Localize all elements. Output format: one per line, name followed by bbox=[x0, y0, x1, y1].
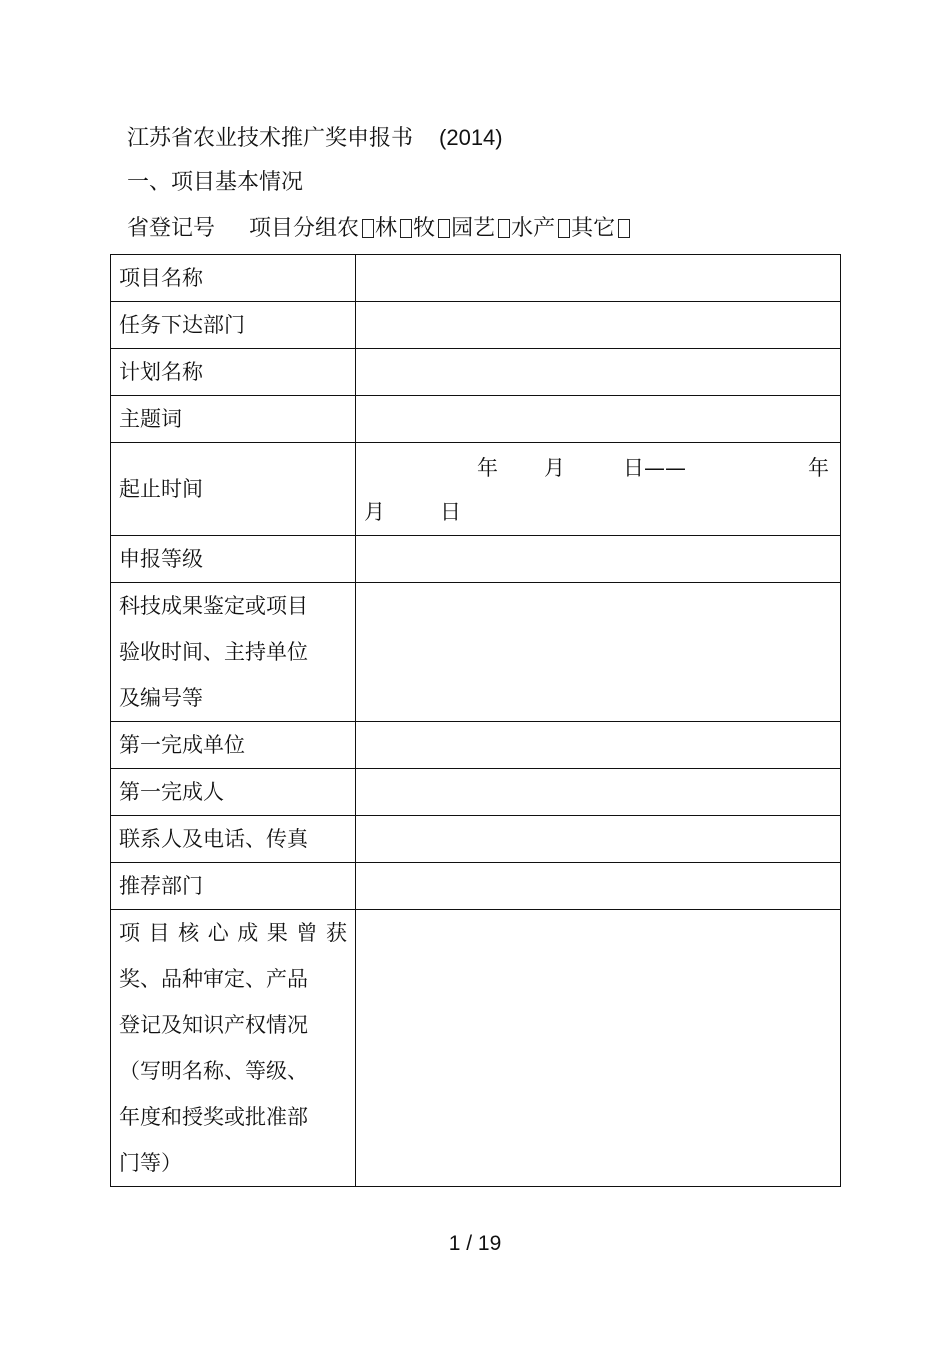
checkbox-agriculture[interactable] bbox=[362, 219, 374, 238]
checkbox-other[interactable] bbox=[618, 219, 630, 238]
label-char: 心 bbox=[207, 921, 229, 945]
date-start-month: 月 bbox=[544, 456, 565, 480]
group-label: 项目分组 bbox=[249, 216, 338, 241]
document-title-line bbox=[127, 123, 503, 154]
checkbox-forestry[interactable] bbox=[400, 219, 412, 238]
date-start-day: 日—— bbox=[623, 456, 686, 480]
date-start-year: 年 bbox=[477, 456, 498, 480]
checkbox-horticulture[interactable] bbox=[498, 219, 510, 238]
registration-label: 省登记号 bbox=[127, 216, 216, 241]
document-year: (2014) bbox=[439, 125, 503, 150]
label-task-department: 任务下达部门 bbox=[111, 302, 356, 349]
table-row bbox=[111, 396, 841, 443]
table-row bbox=[111, 722, 841, 769]
label-line bbox=[119, 910, 347, 956]
label-plan-name: 计划名称 bbox=[111, 349, 356, 396]
table-row bbox=[111, 255, 841, 302]
category-livestock: 牧 bbox=[413, 216, 436, 241]
label-achievement-appraisal bbox=[111, 583, 356, 722]
table-row bbox=[111, 769, 841, 816]
table-row bbox=[111, 536, 841, 583]
label-line: 及编号等 bbox=[119, 686, 203, 710]
field-level[interactable] bbox=[356, 536, 841, 583]
field-achievement-appraisal[interactable] bbox=[356, 583, 841, 722]
date-end-month: 月 bbox=[364, 500, 385, 524]
category-agriculture: 农 bbox=[337, 216, 360, 241]
field-task-department[interactable] bbox=[356, 302, 841, 349]
checkbox-livestock[interactable] bbox=[438, 219, 450, 238]
field-contact[interactable] bbox=[356, 816, 841, 863]
table-row bbox=[111, 443, 841, 536]
label-line: （写明名称、等级、 bbox=[119, 1059, 308, 1083]
date-end-year: 年 bbox=[808, 456, 829, 480]
table-row bbox=[111, 349, 841, 396]
label-period: 起止时间 bbox=[111, 443, 356, 536]
field-first-person[interactable] bbox=[356, 769, 841, 816]
table-row bbox=[111, 302, 841, 349]
label-line: 门等） bbox=[119, 1151, 182, 1175]
category-aquaculture: 水产 bbox=[511, 216, 556, 241]
label-char: 成 bbox=[237, 921, 259, 945]
label-line: 年度和授奖或批准部 bbox=[119, 1105, 308, 1129]
field-project-name[interactable] bbox=[356, 255, 841, 302]
page-number: 1 / 19 bbox=[448, 1232, 502, 1255]
label-project-name: 项目名称 bbox=[111, 255, 356, 302]
label-first-person: 第一完成人 bbox=[111, 769, 356, 816]
label-contact: 联系人及电话、传真 bbox=[111, 816, 356, 863]
label-char: 果 bbox=[266, 921, 288, 945]
label-first-unit: 第一完成单位 bbox=[111, 722, 356, 769]
label-recommending-department: 推荐部门 bbox=[111, 863, 356, 910]
table-row bbox=[111, 583, 841, 722]
field-keywords[interactable] bbox=[356, 396, 841, 443]
document-title: 江苏省农业技术推广奖申报书 bbox=[127, 126, 414, 151]
field-awards[interactable] bbox=[356, 910, 841, 1187]
section-heading: 一、项目基本情况 bbox=[127, 170, 304, 195]
checkbox-aquaculture[interactable] bbox=[558, 219, 570, 238]
date-end-day: 日 bbox=[440, 500, 461, 524]
field-period[interactable] bbox=[356, 443, 841, 536]
label-keywords: 主题词 bbox=[111, 396, 356, 443]
label-line: 奖、品种审定、产品 bbox=[119, 967, 308, 991]
field-first-unit[interactable] bbox=[356, 722, 841, 769]
category-horticulture: 园艺 bbox=[451, 216, 496, 241]
table-row bbox=[111, 863, 841, 910]
label-line: 科技成果鉴定或项目 bbox=[119, 594, 308, 618]
project-info-table bbox=[110, 254, 841, 1187]
label-char: 获 bbox=[325, 921, 347, 945]
table-row bbox=[111, 910, 841, 1187]
label-level: 申报等级 bbox=[111, 536, 356, 583]
label-char: 核 bbox=[178, 921, 200, 945]
label-char: 目 bbox=[148, 921, 170, 945]
table-row bbox=[111, 816, 841, 863]
category-forestry: 林 bbox=[375, 216, 398, 241]
label-char: 项 bbox=[119, 921, 140, 945]
label-awards bbox=[111, 910, 356, 1187]
label-line: 登记及知识产权情况 bbox=[119, 1013, 308, 1037]
field-recommending-department[interactable] bbox=[356, 863, 841, 910]
field-plan-name[interactable] bbox=[356, 349, 841, 396]
registration-line bbox=[127, 214, 631, 244]
label-char: 曾 bbox=[296, 921, 318, 945]
category-other: 其它 bbox=[571, 216, 616, 241]
label-line: 验收时间、主持单位 bbox=[119, 640, 308, 664]
